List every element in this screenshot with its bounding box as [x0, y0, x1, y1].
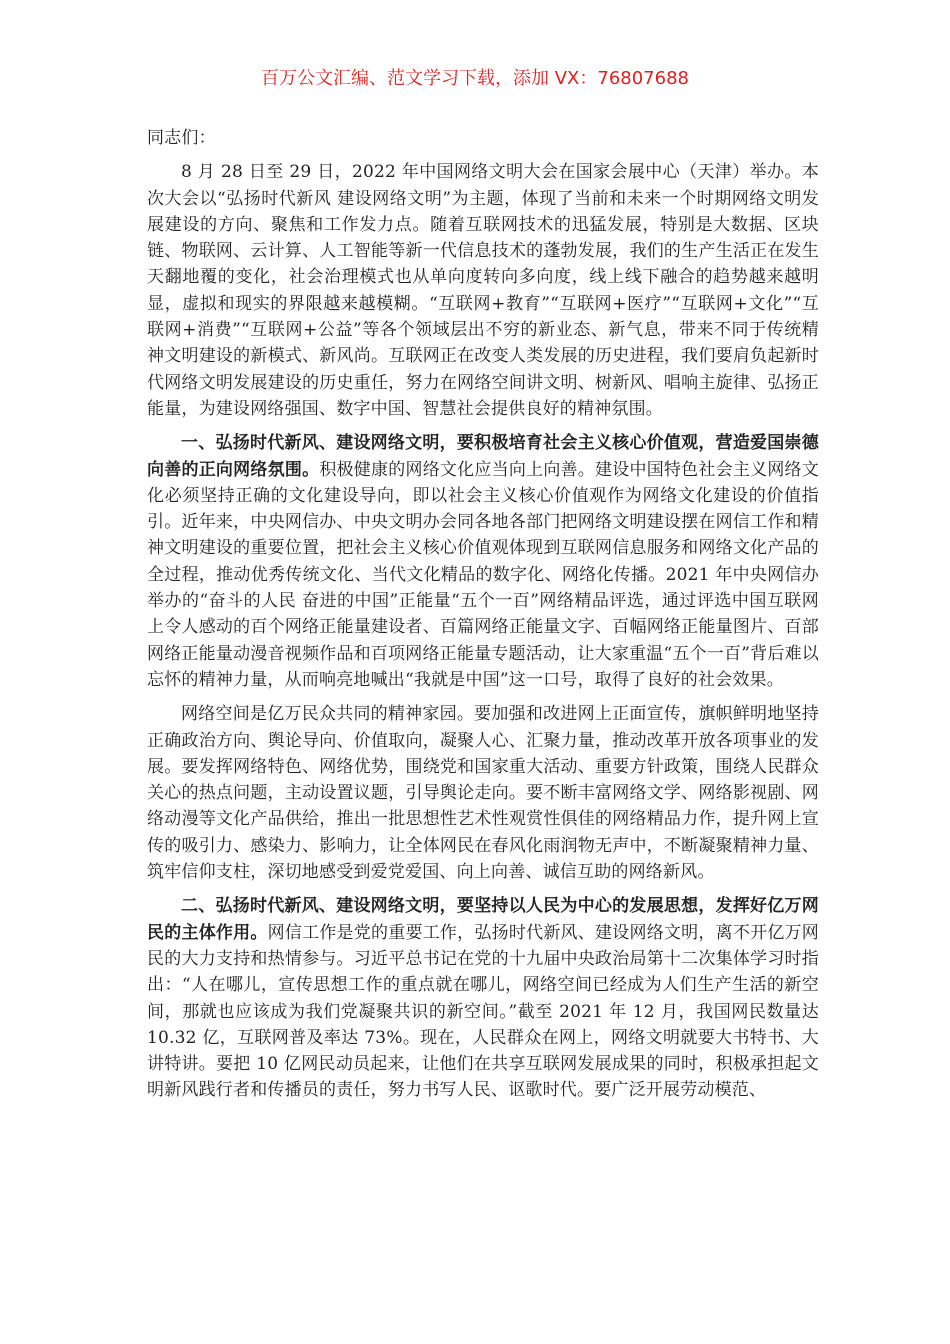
section-2-heading: 二、弘扬时代新风、建设网络文明，要坚持以人民为中心的发展思想，发挥好亿万网民的主体作用。 — [147, 896, 819, 943]
section-1-heading: 一、弘扬时代新风、建设网络文明，要积极培育社会主义核心价值观，营造爱国崇德向善的正向网络氛围。 — [147, 433, 819, 480]
section-1-paragraph-2: 网络空间是亿万民众共同的精神家园。要加强和改进网上正面宣传，旗帜鲜明地坚持正确政治方向、舆论导向、价值取向，凝聚人心、汇聚力量，推动改革开放各项事业的发展。要发挥网络特色、网络优势，围绕党和国家重大活动、重要方针政策，围绕人民群众关心的热点问题，主动设置议题，引导舆论走向。要不断丰富网络文学、网络影视剧、网络动漫等文化产品供给，推出一批思想性艺术性观赏性俱佳的网络精品力作，提升网上宣传的吸引力、感染力、影响力，让全体网民在春风化雨润物无声中，不断凝聚精神力量、筑牢信仰支柱，深切地感受到爱党爱国、向上向善、诚信互助的网络新风。 — [147, 704, 819, 883]
document-body — [147, 125, 819, 1104]
intro-paragraph: 8 月 28 日至 29 日，2022 年中国网络文明大会在国家会展中心（天津）举办。本次大会以“弘扬时代新风 建设网络文明”为主题，体现了当前和未来一个时期网络文明发展建设的方向、聚焦和工作发力点。随着互联网技术的迅猛发展，特别是大数据、区块链、物联网、云计算、人工智能等新一代信息技术的蓬勃发展，我们的生产生活正在发生天翻地覆的变化，社会治理模式也从单向度转向多向度，线上线下融合的趋势越来越明显，虚拟和现实的界限越来越模糊。“互联网+教育”“互联网+医疗”“互联网+文化”“互联网+消费”“互联网+公益”等各个领域层出不穷的新业态、新气息，带来不同于传统精神文明建设的新模式、新风尚。互联网正在改变人类发展的历史进程，我们要肩负起新时代网络文明发展建设的历史重任，努力在网络空间讲文明、树新风、唱响主旋律、弘扬正能量，为建设网络强国、数字中国、智慧社会提供良好的精神氛围。 — [147, 162, 819, 419]
salutation: 同志们： — [147, 128, 216, 148]
section-1-body: 积极健康的网络文化应当向上向善。建设中国特色社会主义网络文化必须坚持正确的文化建设导向，即以社会主义核心价值观作为网络文化建设的价值指引。近年来，中央网信办、中央文明办会同各地各部门把网络文明建设摆在网信工作和精神文明建设的重要位置，把社会主义核心价值观体现到互联网信息服务和网络文化产品的全过程，推动优秀传统文化、当代文化精品的数字化、网络化传播。2021 年中央网信办举办的“奋斗的人民 奋进的中国”正能量“五个一百”网络精品评选，通过评选中国互联网上令人感动的百个网络正能量建设者、百篇网络正能量文字、百幅网络正能量图片、百部网络正能量动漫音视频作品和百项网络正能量专题活动，让大家重温“五个一百”背后难以忘怀的精神力量，从而响亮地喊出“我就是中国”这一口号，取得了良好的社会效果。 — [147, 459, 819, 690]
section-1-paragraph — [147, 430, 819, 693]
section-2-paragraph — [147, 893, 819, 1103]
section-2-body: 网信工作是党的重要工作，弘扬时代新风、建设网络文明，离不开亿万网民的大力支持和热情参与。习近平总书记在党的十九届中央政治局第十二次集体学习时指出：“人在哪儿，宣传思想工作的重点就在哪儿，网络空间已经成为人们生产生活的新空间，那就也应该成为我们党凝聚共识的新空间。”截至 2021 年 12 月，我国网民数量达 10.32 亿，互联网普及率达 73%。现在，人民群众在网上，网络文明就要大书特书、大讲特讲。要把 10 亿网民动员起来，让他们在共享互联网发展成果的同时，积极承担起文明新风践行者和传播员的责任，努力书写人民、讴歌时代。要广泛开展劳动模范、 — [147, 922, 819, 1101]
watermark-header: 百万公文汇编、范文学习下载，添加 VX：76807688 — [261, 68, 689, 89]
